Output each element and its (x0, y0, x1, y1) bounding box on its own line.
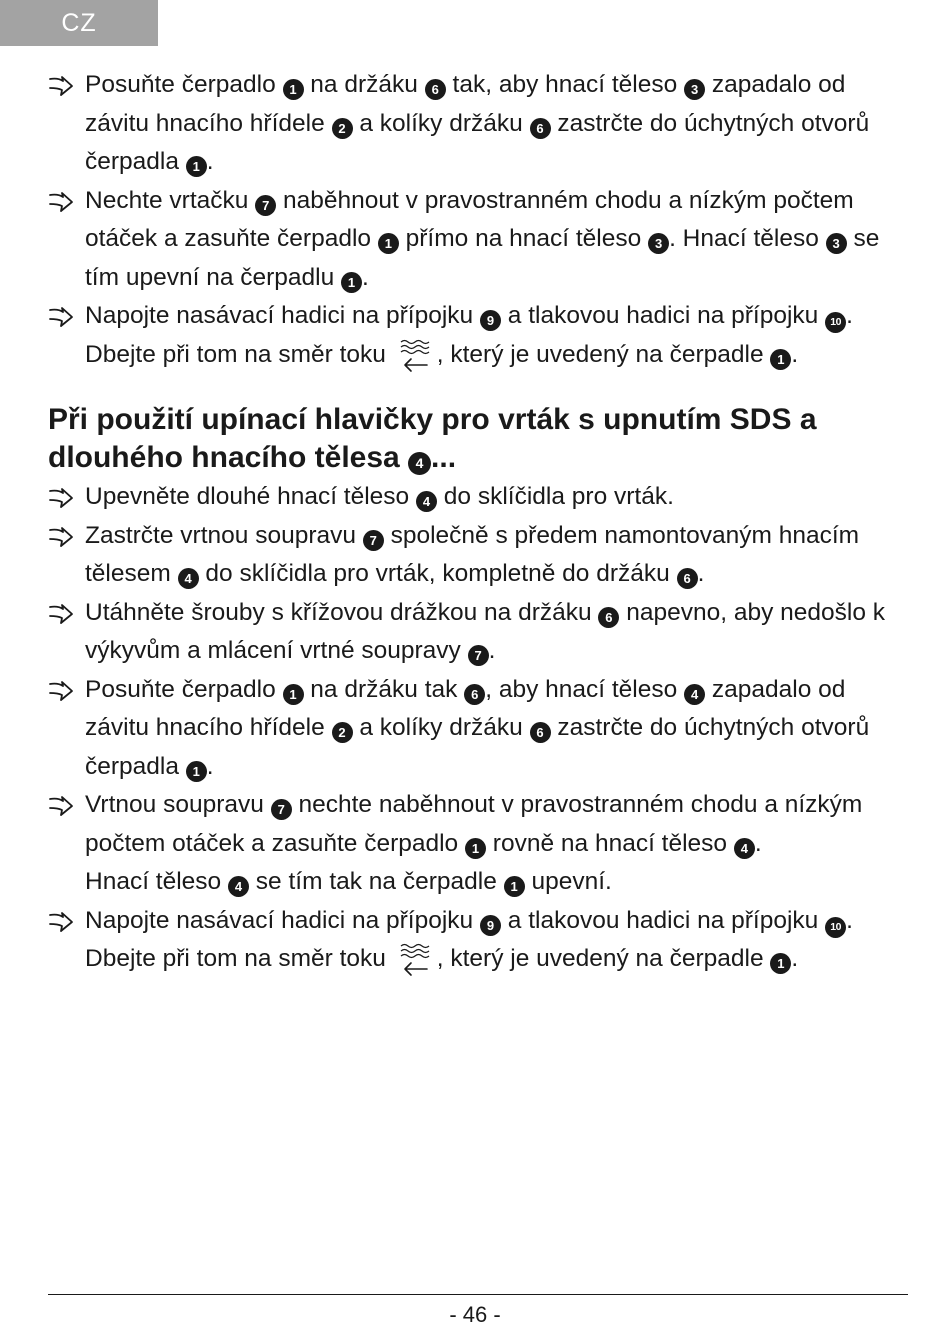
instruction-step (48, 671, 914, 787)
text-run: do sklíčidla pro vrták. (437, 483, 674, 510)
part-number-badge: 1 (186, 156, 207, 177)
part-number-badge: 4 (416, 491, 437, 512)
text-run: Napojte nasávací hadici na přípojku (85, 906, 480, 934)
text-run: tak, aby hnací těleso (445, 71, 685, 98)
arrow-right-outline-icon (48, 487, 74, 509)
footer-rule (48, 1294, 908, 1295)
text-run: a tlakovou hadici na přípojku (500, 906, 826, 934)
text-run: . (791, 340, 799, 368)
text-run: Hnací těleso (85, 868, 228, 895)
part-number-badge: 4 (408, 452, 431, 475)
flow-direction-icon (397, 942, 433, 978)
part-number-badge: 1 (465, 838, 486, 859)
instruction-step (48, 182, 914, 298)
section-heading (48, 401, 914, 477)
text-run: Vrtnou soupravu (85, 791, 271, 818)
text-run: zapadalo od závitu hnacího hřídele (85, 675, 846, 741)
text-run: . (206, 148, 214, 175)
part-number-badge: 6 (464, 684, 485, 705)
arrow-right-outline-icon (48, 526, 74, 548)
text-run: na držáku (303, 71, 425, 98)
arrow-right-outline-icon (48, 911, 74, 933)
text-run: do sklíčidla pro vrták, kompletně do držáku (198, 560, 677, 587)
part-number-badge: 4 (228, 876, 249, 897)
instruction-step (48, 902, 914, 979)
part-number-badge: 1 (283, 79, 304, 100)
arrow-right-outline-icon (48, 680, 74, 702)
text-run: přímo na hnací těleso (398, 225, 649, 252)
text-run: . (488, 637, 496, 664)
part-number-badge: 2 (332, 722, 353, 743)
text-run: , který je uvedený na čerpadle (436, 340, 771, 368)
text-run: . (697, 560, 705, 587)
text-run: rovně na hnací těleso (485, 829, 734, 857)
part-number-badge: 4 (178, 568, 199, 589)
arrow-right-outline-icon (48, 306, 74, 328)
text-run: zapadalo od závitu hnacího hřídele (85, 71, 846, 137)
part-number-badge: 4 (734, 838, 755, 859)
arrow-right-outline-icon (48, 603, 74, 625)
part-number-badge: 9 (480, 310, 501, 331)
instruction-step (48, 594, 914, 671)
section-steps-sds (48, 478, 914, 979)
instruction-step (48, 297, 914, 374)
text-run: a kolíky držáku (352, 109, 530, 137)
text-run: . Hnací těleso (669, 225, 826, 252)
text-run: zastrčte do úchytných otvorů čerpadla (85, 109, 870, 175)
text-run: naběhnout v pravostranném chodu a nízkým počtem otáček a zasuňte čerpadlo (85, 186, 854, 252)
page-number: - 46 - (449, 1302, 501, 1327)
text-run: . Dbejte při tom na směr toku (85, 906, 853, 972)
part-number-badge: 7 (255, 195, 276, 216)
text-run: . (362, 263, 369, 291)
text-run: Zastrčte vrtnou soupravu (85, 521, 363, 549)
text-run: Posuňte čerpadlo (85, 675, 283, 703)
part-number-badge: 2 (332, 118, 353, 139)
text-run: se tím upevní na čerpadlu (85, 225, 880, 291)
part-number-badge: 1 (770, 953, 791, 974)
text-run: . (206, 752, 214, 780)
part-number-badge: 1 (770, 349, 791, 370)
arrow-right-outline-icon (48, 795, 74, 817)
section-steps-standard (48, 66, 914, 374)
text-run: napevno, aby nedošlo k výkyvům a mlácení vrtné soupravy (85, 598, 886, 664)
text-run: . (754, 829, 762, 857)
part-number-badge: 3 (684, 79, 705, 100)
part-number-badge: 4 (684, 684, 705, 705)
text-run: se tím tak na čerpadle (249, 868, 504, 895)
manual-content (48, 66, 914, 979)
part-number-badge: 1 (283, 684, 304, 705)
instruction-step (48, 517, 914, 594)
part-number-badge: 1 (378, 233, 399, 254)
language-tab: CZ (0, 0, 158, 46)
text-run: upevní. (524, 868, 612, 895)
part-number-badge: 6 (598, 607, 619, 628)
text-run: na držáku tak (303, 675, 465, 703)
part-number-badge: 10 (825, 312, 846, 333)
part-number-badge: 1 (504, 876, 525, 897)
text-run: , který je uvedený na čerpadle (436, 945, 771, 972)
text-run: . (791, 945, 799, 972)
instruction-step (48, 66, 914, 182)
part-number-badge: 7 (271, 799, 292, 820)
part-number-badge: 1 (341, 272, 362, 293)
part-number-badge: 9 (480, 915, 501, 936)
text-run: nechte naběhnout v pravostranném chodu a nízkým počtem otáček a zasuňte čerpadlo (85, 791, 863, 857)
text-run: ... (431, 441, 457, 474)
text-run: . Dbejte při tom na směr toku (85, 302, 853, 368)
text-run: Utáhněte šrouby s křížovou drážkou na držáku (85, 598, 599, 626)
part-number-badge: 6 (530, 118, 551, 139)
part-number-badge: 3 (826, 233, 847, 254)
arrow-right-outline-icon (48, 191, 74, 213)
text-run: Posuňte čerpadlo (85, 71, 283, 98)
part-number-badge: 7 (363, 530, 384, 551)
text-run: Nechte vrtačku (85, 186, 256, 214)
part-number-badge: 7 (468, 645, 489, 666)
text-run: společně s předem namontovaným hnacím tělesem (85, 521, 860, 587)
text-run: Při použití upínací hlavičky pro vrták s upnutím SDS a dlouhého hnacího tělesa (48, 403, 817, 474)
arrow-right-outline-icon (48, 75, 74, 97)
part-number-badge: 10 (825, 917, 846, 938)
instruction-step (48, 478, 914, 517)
part-number-badge: 6 (677, 568, 698, 589)
part-number-badge: 6 (530, 722, 551, 743)
text-run: Napojte nasávací hadici na přípojku (85, 302, 480, 329)
part-number-badge: 1 (186, 761, 207, 782)
text-run: , aby hnací těleso (485, 675, 685, 703)
text-run: a tlakovou hadici na přípojku (500, 302, 826, 329)
text-run: Upevněte dlouhé hnací těleso (85, 483, 416, 510)
part-number-badge: 3 (648, 233, 669, 254)
text-run: a kolíky držáku (352, 714, 530, 741)
instruction-step (48, 786, 914, 902)
part-number-badge: 6 (425, 79, 446, 100)
text-run: zastrčte do úchytných otvorů čerpadla (85, 714, 870, 780)
flow-direction-icon (397, 338, 433, 374)
